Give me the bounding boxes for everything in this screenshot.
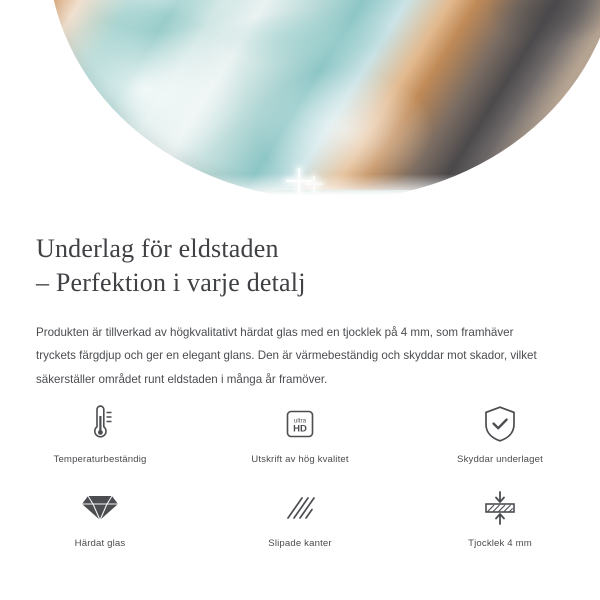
- marble-glass-disc: [48, 0, 600, 200]
- feature-item-thickness: [400, 480, 600, 564]
- feature-item-protection: [400, 396, 600, 480]
- feature-label: Skyddar underlaget: [457, 454, 543, 465]
- marble-veins: [48, 0, 600, 200]
- thermometer-icon: [85, 402, 115, 446]
- thickness-arrows-icon: [480, 486, 520, 530]
- svg-text:ultra: ultra: [293, 417, 307, 425]
- hero-bottom-fade: [0, 174, 600, 200]
- body-paragraph: Produkten är tillverkad av högkvalitativt härdat glas med en tjocklek på 4 mm, som framhäver tryckets färgdjup och ger en elegant glans. Den är värmebeständig och skyddar mot skador, vilket säkerställer området runt eldstaden i många år framöver.: [36, 325, 537, 387]
- feature-label: Utskrift av hög kvalitet: [251, 454, 349, 465]
- shield-check-icon: [483, 402, 517, 446]
- feature-item-temperature: [0, 396, 200, 480]
- page-title-line-1: Underlag för eldstaden: [36, 234, 279, 263]
- polished-edges-icon: [282, 486, 318, 530]
- feature-label: Tjocklek 4 mm: [468, 538, 532, 549]
- hero-image: [0, 0, 600, 200]
- page-title-line-2: – Perfektion i varje detalj: [36, 268, 306, 298]
- ultra-hd-icon: [282, 402, 318, 446]
- feature-label: Temperaturbeständig: [53, 454, 147, 465]
- feature-item-print-quality: [200, 396, 400, 480]
- feature-item-polished-edges: [200, 480, 400, 564]
- svg-text:HD: HD: [293, 423, 307, 435]
- feature-grid: [0, 396, 600, 564]
- feature-label: Slipade kanter: [268, 538, 332, 549]
- feature-label: Härdat glas: [74, 538, 126, 549]
- text-content: [0, 200, 600, 392]
- page-title: [0, 200, 600, 301]
- diamond-icon: [81, 486, 119, 530]
- feature-item-tempered-glass: [0, 480, 200, 564]
